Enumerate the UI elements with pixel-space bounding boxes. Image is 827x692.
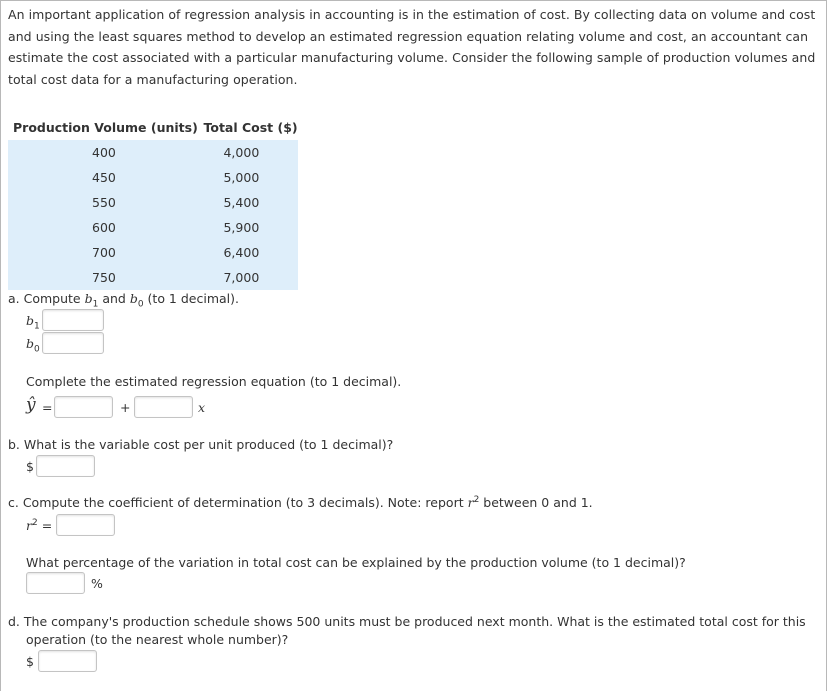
table-row: [8, 165, 298, 190]
b0-input[interactable]: [42, 332, 104, 354]
slope-input[interactable]: [134, 396, 193, 418]
b1-label: $b_1$: [26, 313, 40, 332]
part-c-question: c. Compute the coefficient of determination (to 3 decimals). Note: report $r^2$ between 0 and 1.: [8, 495, 593, 511]
yhat-symbol: ŷ: [26, 395, 36, 415]
table-row: [8, 215, 298, 240]
percentage-input[interactable]: [26, 572, 85, 594]
part-a-question: a. Compute $b_1$ and $b_0$ (to 1 decimal).: [8, 291, 239, 310]
table-row: [8, 240, 298, 265]
volume-cell: 450: [8, 165, 198, 190]
cost-cell: 7,000: [198, 265, 298, 290]
intro-paragraph: An important application of regression analysis in accounting is in the estimation of cost. By collecting data on volume and cost and using the least squares method to develop an estimated regression equation relating volume and cost, an accountant can estimate the cost associated with a particular manufacturing volume. Consider the following sample of production volumes and total cost data for a manufacturing operation.: [8, 7, 816, 87]
percentage-question: What percentage of the variation in total cost can be explained by the production volume (to 1 decimal)?: [26, 555, 686, 570]
variable-cost-input[interactable]: [36, 455, 95, 477]
b1-input[interactable]: [42, 309, 104, 331]
data-table: [8, 114, 298, 290]
cost-cell: 4,000: [198, 140, 298, 165]
volume-cell: 600: [8, 215, 198, 240]
cost-cell: 6,400: [198, 240, 298, 265]
volume-cell: 750: [8, 265, 198, 290]
volume-cell: 400: [8, 140, 198, 165]
plus-sign: +: [120, 400, 131, 415]
table-row: [8, 190, 298, 215]
percent-sign: %: [91, 576, 103, 591]
part-d-question-line1: d. The company's production schedule shows 500 units must be produced next month. What is the estimated total cost for this: [8, 614, 806, 629]
currency-symbol: $: [26, 654, 34, 669]
table-header-row: [8, 114, 298, 140]
r2-input[interactable]: [56, 514, 115, 536]
b0-label: $b_0$: [26, 336, 40, 355]
equals-sign: =: [42, 400, 53, 415]
total-cost-input[interactable]: [38, 650, 97, 672]
header-total-cost: Total Cost ($): [198, 114, 298, 140]
part-b-question: b. What is the variable cost per unit produced (to 1 decimal)?: [8, 437, 394, 452]
x-variable: x: [198, 400, 206, 415]
equation-prompt: Complete the estimated regression equation (to 1 decimal).: [26, 374, 402, 389]
r2-label: $r^2$ =: [26, 518, 53, 534]
table-row: [8, 265, 298, 290]
intercept-input[interactable]: [54, 396, 113, 418]
header-production-volume: Production Volume (units): [8, 114, 198, 140]
volume-cell: 550: [8, 190, 198, 215]
cost-cell: 5,000: [198, 165, 298, 190]
volume-cell: 700: [8, 240, 198, 265]
currency-symbol: $: [26, 459, 34, 474]
cost-cell: 5,400: [198, 190, 298, 215]
part-d-question-line2: operation (to the nearest whole number)?: [26, 632, 289, 647]
table-row: [8, 140, 298, 165]
cost-cell: 5,900: [198, 215, 298, 240]
